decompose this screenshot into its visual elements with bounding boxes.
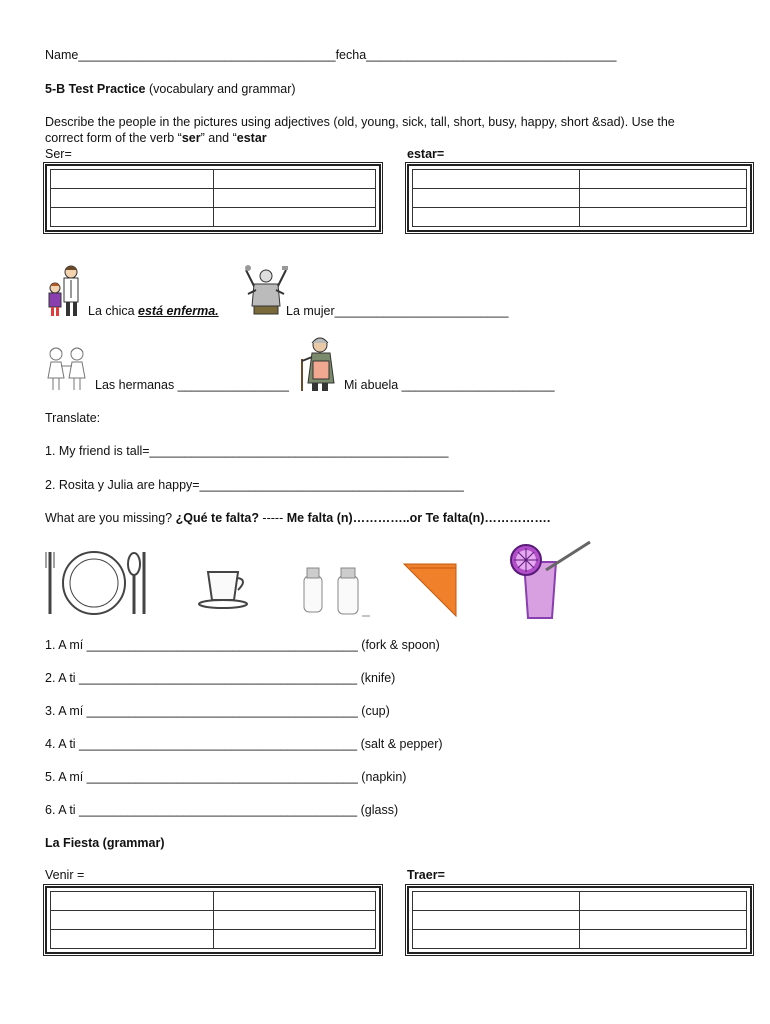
table-cell[interactable] — [213, 930, 376, 949]
traer-conjugation-table — [407, 886, 752, 954]
table-cell[interactable] — [51, 189, 214, 208]
instructions-line-1: Describe the people in the pictures using adjectives (old, young, sick, tall, short, busy, happy, short &sad). Use the — [45, 115, 675, 129]
picture-3-caption: Las hermanas ________________ — [95, 378, 289, 392]
venir-conjugation-table — [45, 886, 381, 954]
missing-prompt: What are you missing? ¿Qué te falta? ----- Me falta (n)…………..or Te falta(n)……………. — [45, 511, 551, 525]
table-cell[interactable] — [51, 930, 214, 949]
table-cell[interactable] — [413, 189, 580, 208]
table-cell[interactable] — [51, 892, 214, 911]
sick-girl-doctor-image — [43, 264, 85, 318]
table-cell[interactable] — [413, 892, 580, 911]
table-cell[interactable] — [580, 911, 747, 930]
table-cell[interactable] — [213, 170, 376, 189]
translate-question-1: 1. My friend is tall=___________________________________________ — [45, 444, 449, 458]
page-title — [45, 82, 296, 96]
ser-conjugation-table — [45, 164, 381, 232]
title-rest: (vocabulary and grammar) — [145, 82, 296, 96]
translate-question-2: 2. Rosita y Julia are happy=______________________________________ — [45, 478, 464, 492]
instructions-line-2: correct form of the verb “ser” and “estar — [45, 131, 267, 145]
ser-label: Ser= — [45, 147, 72, 161]
item-1: 1. A mí _______________________________________ (fork & spoon) — [45, 638, 440, 652]
table-cell[interactable] — [580, 170, 747, 189]
table-cell[interactable] — [413, 170, 580, 189]
picture-1-caption: La chica está enferma. — [88, 304, 219, 318]
picture-4-caption: Mi abuela ______________________ — [344, 378, 555, 392]
table-cell[interactable] — [213, 208, 376, 227]
table-cell[interactable] — [413, 911, 580, 930]
table-cell[interactable] — [51, 208, 214, 227]
traer-label: Traer= — [407, 868, 445, 882]
example-answer: está enferma. — [138, 304, 219, 318]
verb-estar: estar — [236, 131, 267, 145]
table-cell[interactable] — [51, 911, 214, 930]
napkin-icon — [402, 558, 458, 618]
fork-plate-spoon-icon — [42, 548, 148, 618]
title-bold: 5-B Test Practice — [45, 82, 146, 96]
item-6: 6. A ti ________________________________________ (glass) — [45, 803, 399, 817]
item-2: 2. A ti ________________________________________ (knife) — [45, 671, 396, 685]
table-cell[interactable] — [580, 208, 747, 227]
picture-2-caption: La mujer_________________________ — [286, 304, 509, 318]
table-cell[interactable] — [213, 911, 376, 930]
translate-heading: Translate: — [45, 411, 101, 425]
fiesta-heading: La Fiesta (grammar) — [45, 836, 165, 850]
verb-ser: ser — [181, 131, 201, 145]
table-cell[interactable] — [51, 170, 214, 189]
table-cell[interactable] — [413, 930, 580, 949]
sisters-image — [45, 344, 89, 392]
busy-woman-image — [244, 264, 288, 316]
salt-pepper-icon — [298, 564, 372, 618]
estar-conjugation-table — [407, 164, 752, 232]
table-cell[interactable] — [213, 189, 376, 208]
cup-icon — [196, 566, 252, 610]
table-cell[interactable] — [580, 930, 747, 949]
table-cell[interactable] — [580, 189, 747, 208]
estar-label: estar= — [407, 147, 445, 161]
table-cell[interactable] — [580, 892, 747, 911]
table-cell[interactable] — [213, 892, 376, 911]
glass-icon — [504, 540, 594, 622]
item-5: 5. A mí _______________________________________ (napkin) — [45, 770, 407, 784]
grandmother-image — [296, 335, 340, 393]
item-3: 3. A mí _______________________________________ (cup) — [45, 704, 390, 718]
table-cell[interactable] — [413, 208, 580, 227]
name-date-line: Name_____________________________________fecha____________________________________ — [45, 48, 617, 62]
item-4: 4. A ti ________________________________________ (salt & pepper) — [45, 737, 443, 751]
venir-label: Venir = — [45, 868, 85, 882]
